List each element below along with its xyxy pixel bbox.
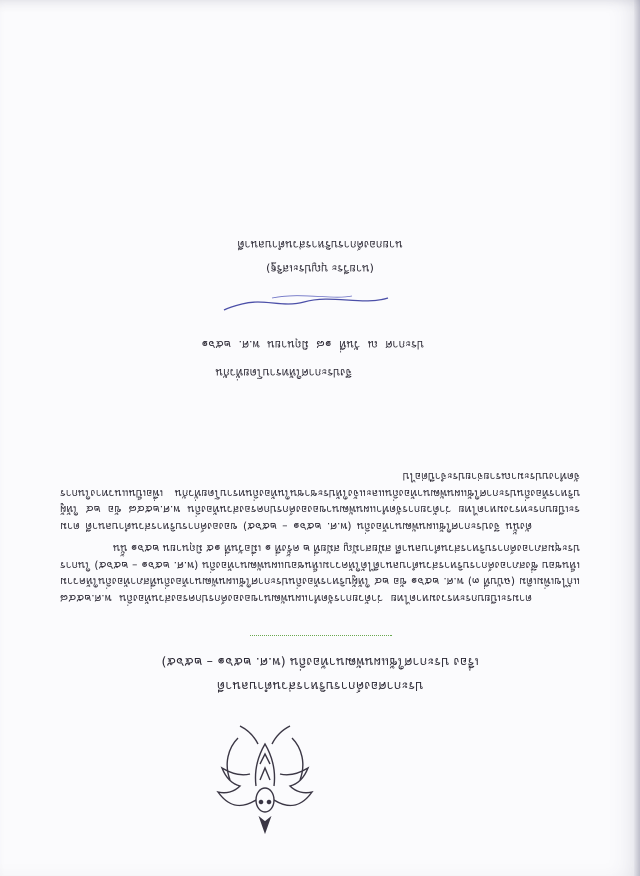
heading-divider: [250, 635, 392, 636]
scan-edge-shadow: [634, 0, 640, 876]
garuda-emblem-icon: [210, 720, 320, 840]
document-heading: ประกาศองค์การบริหารส่วนตำบลนาดี: [216, 679, 424, 694]
paragraph: ดังนั้น จึงประกาศใช้แผนพัฒนาท้องถิ่น (พ.ศ. ๒๕๖๑ – ๒๕๖๕) ขององค์การบริหารส่วนตำบลนาดี ตามระเบียบกระทรวงมหาดไทย ว่าด้วยการจัดทำแผนพัฒนาขององค์กรปกครองส่วนท้องถิ่น พ.ศ.๒๕๔๘ ข้อ ๒๔ ให้ผู้บริหารท้องถิ่นประกาศใช้แผนพัฒนาท้องถิ่นและแจ้งให้ประชาชนในท้องถิ่นทราบโดยทั่วกัน เพื่อเป็นแนวทางในการจัดทำงบประมาณรายจ่ายประจำปีต่อไป: [60, 470, 580, 532]
paragraph: ตามระเบียบกระทรวงมหาดไทย ว่าด้วยการจัดทำแผนพัฒนาขององค์กรปกครองส่วนท้องถิ่น พ.ศ.๒๕๔๘ แก้ไขเพิ่มเติม (ฉบับที่ ๓) พ.ศ. ๒๕๖๑ ข้อ ๒๔ ให้ผู้บริหารท้องถิ่นประกาศใช้แผนพัฒนาท้องถิ่นที่สภาท้องถิ่นให้ความเห็นชอบ ซึ่งสภาองค์การบริหารส่วนตำบลนาดีได้ให้ความเห็นชอบแผนพัฒนาท้องถิ่น (พ.ศ. ๒๕๖๑ – ๒๕๖๕) ในการประชุมสภาองค์การบริหารส่วนตำบลนาดี สมัยสามัญ สมัยที่ ๒ ครั้งที่ ๑ เมื่อวันที่ ๑๕ มิถุนายน ๒๕๖๑ นั้น: [60, 542, 580, 604]
handwritten-signature: [220, 284, 392, 324]
announcement-date: ประกาศ ณ วันที่ ๑๘ มิถุนายน พ.ศ. ๒๕๖๑: [201, 338, 424, 351]
signer-name: (นายวีระ บุญประเสริฐ): [266, 262, 374, 275]
closing-statement: จึงประกาศให้ทราบโดยทั่วกัน: [215, 366, 352, 379]
signer-position: นายกองค์การบริหารส่วนตำบลนาดี: [237, 238, 403, 251]
document-subject: เรื่อง ประกาศใช้แผนพัฒนาท้องถิ่น (พ.ศ. ๒๕๖๑ – ๒๕๖๕): [161, 655, 479, 670]
body-text: [60, 462, 580, 606]
